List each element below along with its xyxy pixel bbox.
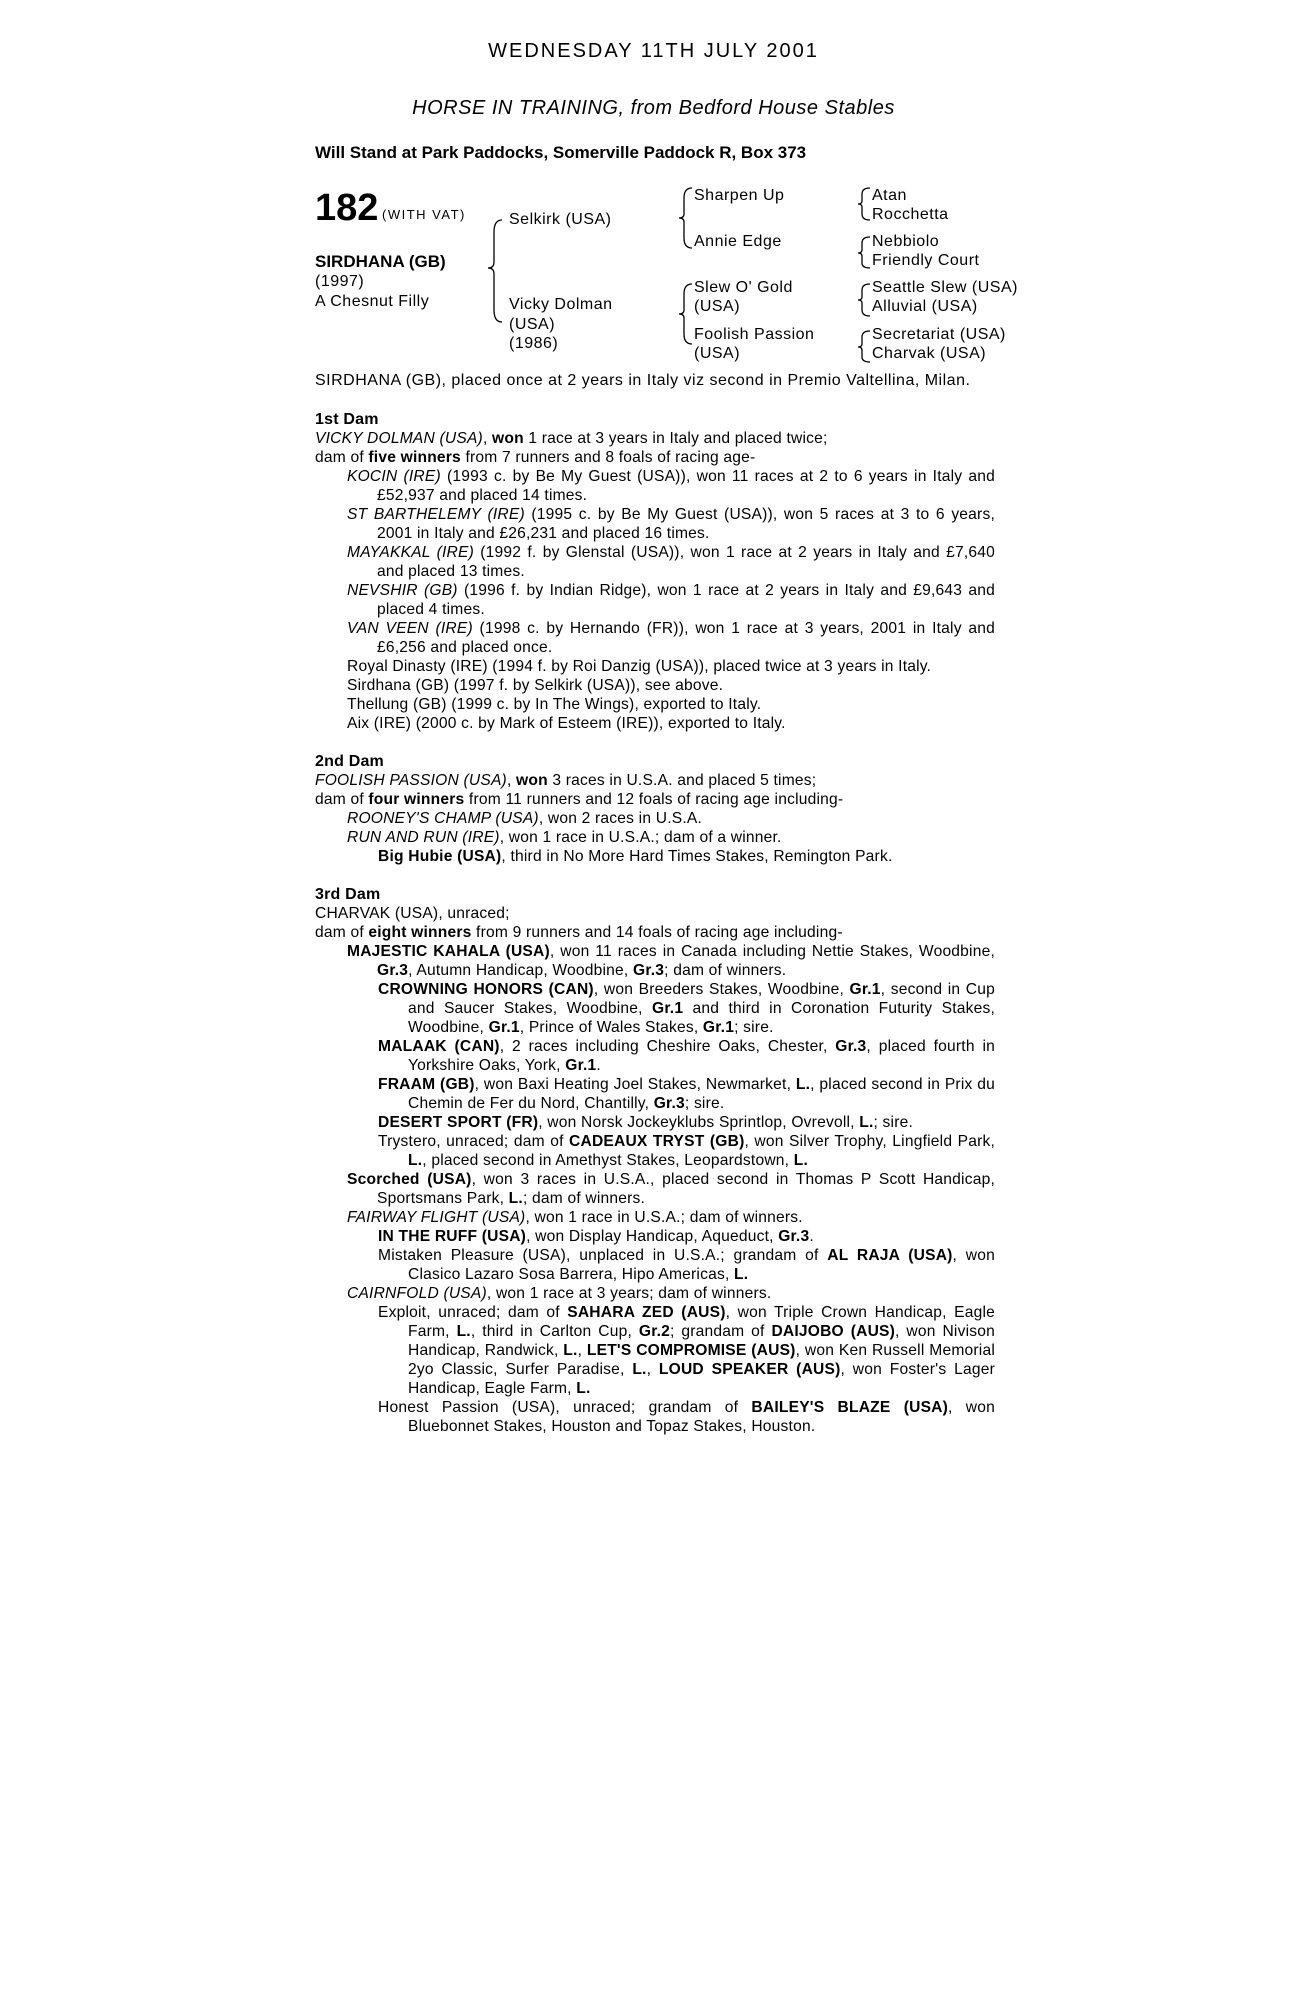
grade-label: L. xyxy=(408,1152,423,1169)
progeny-text: , third in Carlton Cup, xyxy=(470,1323,639,1340)
pedigree-dsd: Alluvial (USA) xyxy=(872,298,978,315)
third-dam-line: CHARVAK (USA), unraced; xyxy=(315,905,510,922)
progeny-entry xyxy=(315,1303,995,1398)
second-dam-heading: 2nd Dam xyxy=(315,753,384,770)
progeny-text: and third in Coronation Futurity Stakes, Woodbine, xyxy=(408,1000,995,1036)
progeny-name: MALAAK (CAN) xyxy=(378,1038,500,1055)
progeny-entry xyxy=(315,1284,995,1303)
progeny-name: CAIRNFOLD (USA) xyxy=(347,1285,487,1302)
progeny-name: RUN AND RUN (IRE) xyxy=(347,829,500,846)
grade-label: L. xyxy=(859,1114,874,1131)
first-dam-produce xyxy=(315,448,995,467)
progeny-entry xyxy=(315,1037,995,1075)
progeny-text: , won 1 race at 3 years; dam of winners. xyxy=(486,1285,772,1302)
progeny-name: BAILEY'S BLAZE (USA) xyxy=(751,1399,949,1416)
progeny-text: ; sire. xyxy=(873,1114,914,1131)
grade-label: Gr.1 xyxy=(702,1019,735,1036)
progeny-entry xyxy=(315,980,995,1037)
progeny-entry xyxy=(315,619,995,657)
progeny-entry xyxy=(315,467,995,505)
pedigree-ssd: Rocchetta xyxy=(872,206,949,223)
second-dam-line: FOOLISH PASSION (USA), won 3 races in U.S.A. and placed 5 times; xyxy=(315,772,817,789)
grade-label: L. xyxy=(576,1380,591,1397)
pedigree-dam-dam-origin: (USA) xyxy=(694,345,741,362)
grade-label: Gr.2 xyxy=(638,1323,671,1340)
progeny-text: ; dam of winners. xyxy=(664,962,787,979)
grade-label: L. xyxy=(508,1190,523,1207)
progeny-text: Mistaken Pleasure (USA), unplaced in U.S.A.; grandam of xyxy=(378,1247,828,1264)
progeny-name: DESERT SPORT (FR) xyxy=(378,1114,539,1131)
progeny-text: , placed second in Prix du Chemin de Fer du Nord, Chantilly, xyxy=(408,1076,995,1112)
third-dam-produce xyxy=(315,923,995,942)
winners-count: four winners xyxy=(368,791,465,808)
progeny-text: , won 1 race in U.S.A.; dam of winners. xyxy=(525,1209,803,1226)
progeny-text: ; grandam of xyxy=(670,1323,772,1340)
winners-count: five winners xyxy=(368,449,461,466)
progeny-text: , won Baxi Heating Joel Stakes, Newmarket, xyxy=(474,1076,796,1093)
grade-label: Gr.3 xyxy=(377,962,409,979)
horse-year: (1997) xyxy=(315,273,365,290)
grade-label: Gr.3 xyxy=(632,962,665,979)
grade-label: Gr.3 xyxy=(778,1228,810,1245)
progeny-text: , placed fourth in Yorkshire Oaks, York, xyxy=(408,1038,995,1074)
progeny-entry xyxy=(315,847,995,866)
progeny-other: Thellung (GB) (1999 c. by In The Wings), exported to Italy. xyxy=(347,696,762,713)
pedigree-ddd: Charvak (USA) xyxy=(872,345,987,362)
progeny-name: MAJESTIC KAHALA (USA) xyxy=(347,943,550,960)
progeny-text: (1995 c. by Be My Guest (USA)), won 5 races at 3 to 6 years, 2001 in Italy and £26,231 and placed 16 times. xyxy=(377,506,995,542)
progeny-name: IN THE RUFF (USA) xyxy=(378,1228,527,1245)
progeny-entry xyxy=(315,505,995,543)
progeny-name: FAIRWAY FLIGHT (USA) xyxy=(347,1209,526,1226)
progeny-entry xyxy=(315,1398,995,1436)
grade-label: L. xyxy=(456,1323,471,1340)
grade-label: Gr.3 xyxy=(653,1095,685,1112)
won-label: won xyxy=(492,430,524,447)
progeny-name: VAN VEEN (IRE) xyxy=(347,620,473,637)
progeny-entry xyxy=(315,1075,995,1113)
progeny-text: Honest Passion (USA), unraced; grandam of xyxy=(378,1399,752,1416)
progeny-name: SAHARA ZED (AUS) xyxy=(567,1304,726,1321)
grade-label: Gr.1 xyxy=(488,1019,520,1036)
progeny-text: , won Display Handicap, Aqueduct, xyxy=(526,1228,779,1245)
dam-of-suffix: from 9 runners and 14 foals of racing age including- xyxy=(471,924,843,941)
progeny-name: CROWNING HONORS (CAN) xyxy=(378,981,594,998)
progeny-entry xyxy=(315,1113,995,1132)
dam-of-suffix: from 11 runners and 12 foals of racing age including- xyxy=(464,791,844,808)
progeny-name: LOUD SPEAKER (AUS) xyxy=(658,1361,841,1378)
progeny-text: , third in No More Hard Times Stakes, Remington Park. xyxy=(501,848,893,865)
pedigree-sds: Nebbiolo xyxy=(872,233,940,250)
sale-date: WEDNESDAY 11TH JULY 2001 xyxy=(488,40,819,62)
progeny-text: , won Clasico Lazaro Sosa Barrera, Hipo Americas, xyxy=(408,1247,995,1283)
pedigree-sdd: Friendly Court xyxy=(872,252,980,269)
progeny-text: , won Breeders Stakes, Woodbine, xyxy=(593,981,850,998)
lot-number: 182 xyxy=(315,187,379,229)
first-dam-heading: 1st Dam xyxy=(315,411,379,428)
pedigree-sss: Atan xyxy=(872,187,907,204)
progeny-other: Sirdhana (GB) (1997 f. by Selkirk (USA)), see above. xyxy=(347,677,724,694)
grade-label: L. xyxy=(734,1266,749,1283)
progeny-entry xyxy=(315,1132,995,1170)
progeny-other: Royal Dinasty (IRE) (1994 f. by Roi Danzig (USA)), placed twice at 3 years in Italy. xyxy=(347,658,932,675)
progeny-entry xyxy=(315,581,995,619)
progeny-text: , xyxy=(646,1361,659,1378)
progeny-name: AL RAJA (USA) xyxy=(827,1247,953,1264)
pedigree-dam-sire: Slew O' Gold xyxy=(694,279,793,296)
progeny-text: (1992 f. by Glenstal (USA)), won 1 race at 2 years in Italy and £7,640 and placed 13 times. xyxy=(377,544,995,580)
progeny-entry xyxy=(315,942,995,980)
first-dam-name: VICKY DOLMAN (USA) xyxy=(315,430,483,447)
progeny-name: FRAAM (GB) xyxy=(378,1076,475,1093)
pedigree-dam: Vicky Dolman xyxy=(509,296,613,313)
progeny-text: ; sire. xyxy=(684,1095,725,1112)
progeny-entry xyxy=(315,809,995,828)
dam-of-prefix: dam of xyxy=(315,449,369,466)
pedigree-dam-sire-origin: (USA) xyxy=(694,298,741,315)
grade-label: L. xyxy=(563,1342,578,1359)
progeny-text: , won Triple Crown Handicap, Eagle Farm, xyxy=(408,1304,995,1340)
pedigree-sire-sire: Sharpen Up xyxy=(694,187,785,204)
progeny-name: ST BARTHELEMY (IRE) xyxy=(347,506,525,523)
pedigree-dam-dam: Foolish Passion xyxy=(694,326,815,343)
progeny-text: ; sire. xyxy=(734,1019,774,1036)
progeny-text: . xyxy=(596,1057,601,1074)
grade-label: Gr.1 xyxy=(652,1000,684,1017)
pedigree-dss: Seattle Slew (USA) xyxy=(872,279,1018,296)
progeny-name: MAYAKKAL (IRE) xyxy=(347,544,474,561)
progeny-entry xyxy=(315,1170,995,1208)
third-dam-heading: 3rd Dam xyxy=(315,886,381,903)
pedigree-sire: Selkirk (USA) xyxy=(509,211,612,228)
progeny-text: (1998 c. by Hernando (FR)), won 1 race at 3 years, 2001 in Italy and £6,256 and placed once. xyxy=(377,620,996,656)
progeny-entry xyxy=(315,1246,995,1284)
progeny-entry xyxy=(315,1208,995,1227)
second-dam-record: 3 races in U.S.A. and placed 5 times; xyxy=(547,772,817,789)
progeny-name: CADEAUX TRYST (GB) xyxy=(569,1133,745,1150)
grade-label: L. xyxy=(795,1076,811,1093)
first-dam-line: VICKY DOLMAN (USA), won 1 race at 3 years in Italy and placed twice; xyxy=(315,430,828,447)
race-summary: SIRDHANA (GB), placed once at 2 years in Italy viz second in Premio Valtellina, Milan. xyxy=(315,372,971,389)
progeny-text: , won Bluebonnet Stakes, Houston and Topaz Stakes, Houston. xyxy=(408,1399,996,1435)
progeny-text: , won Nivison Handicap, Randwick, xyxy=(408,1323,995,1359)
pedigree-brackets xyxy=(0,0,1307,380)
progeny-text: . xyxy=(809,1228,814,1245)
progeny-other: Aix (IRE) (2000 c. by Mark of Esteem (IRE)), exported to Italy. xyxy=(347,715,786,732)
progeny-text: , won Silver Trophy, Lingfield Park, xyxy=(744,1133,995,1150)
pedigree-dds: Secretariat (USA) xyxy=(872,326,1006,343)
progeny-name: DAIJOBO (AUS) xyxy=(771,1323,896,1340)
progeny-text: (1993 c. by Be My Guest (USA)), won 11 races at 2 to 6 years in Italy and £52,937 and placed 14 times. xyxy=(377,468,995,504)
progeny-text: , won 3 races in U.S.A., placed second in Thomas P Scott Handicap, Sportsmans Park, xyxy=(377,1171,995,1207)
horse-name: SIRDHANA (GB) xyxy=(315,252,446,271)
progeny-name: LET'S COMPROMISE (AUS) xyxy=(586,1342,796,1359)
grade-label: L. xyxy=(793,1152,808,1169)
grade-label: Gr.3 xyxy=(835,1038,867,1055)
vat-note: (WITH VAT) xyxy=(382,207,466,222)
progeny-text: , won 11 races in Canada including Nettie Stakes, Woodbine, xyxy=(549,943,995,960)
stand-location: Will Stand at Park Paddocks, Somerville Paddock R, Box 373 xyxy=(315,143,807,162)
progeny-text: ; dam of winners. xyxy=(522,1190,646,1207)
progeny-text: , Prince of Wales Stakes, xyxy=(519,1019,703,1036)
dam-of-prefix: dam of xyxy=(315,791,369,808)
progeny-name: NEVSHIR (GB) xyxy=(347,582,458,599)
progeny-text: , won 1 race in U.S.A.; dam of a winner. xyxy=(499,829,782,846)
first-dam-record: 1 race at 3 years in Italy and placed twice; xyxy=(523,430,828,447)
progeny-text: , second in Cup and Saucer Stakes, Woodbine, xyxy=(408,981,995,1017)
progeny-text: Exploit, unraced; dam of xyxy=(378,1304,568,1321)
progeny-text: , Autumn Handicap, Woodbine, xyxy=(408,962,633,979)
grade-label: L. xyxy=(632,1361,647,1378)
progeny-name: Scorched (USA) xyxy=(347,1171,472,1188)
sale-type: HORSE IN TRAINING, from Bedford House Stables xyxy=(412,97,895,119)
progeny-entry xyxy=(315,1227,995,1246)
won-label: won xyxy=(516,772,548,789)
horse-description: A Chesnut Filly xyxy=(315,293,430,310)
progeny-text: , won Foster's Lager Handicap, Eagle Farm, xyxy=(408,1361,995,1397)
progeny-text: , won Ken Russell Memorial 2yo Classic, Surfer Paradise, xyxy=(408,1342,995,1378)
progeny-text: , placed second in Amethyst Stakes, Leopardstown, xyxy=(422,1152,794,1169)
progeny-text: , 2 races including Cheshire Oaks, Chester, xyxy=(499,1038,836,1055)
winners-count: eight winners xyxy=(368,924,472,941)
progeny-entry xyxy=(315,543,995,581)
progeny-name: KOCIN (IRE) xyxy=(347,468,441,485)
grade-label: Gr.1 xyxy=(565,1057,597,1074)
progeny-text: (1996 f. by Indian Ridge), won 1 race at 2 years in Italy and £9,643 and placed 4 times. xyxy=(377,582,995,618)
progeny-text: Trystero, unraced; dam of xyxy=(378,1133,570,1150)
pedigree-dam-year: (1986) xyxy=(509,335,559,352)
pedigree-sire-dam: Annie Edge xyxy=(694,233,782,250)
progeny-entry xyxy=(315,828,995,847)
progeny-text: , won 2 races in U.S.A. xyxy=(538,810,703,827)
second-dam-name: FOOLISH PASSION (USA) xyxy=(315,772,507,789)
progeny-text: , won Norsk Jockeyklubs Sprintlop, Ovrevoll, xyxy=(538,1114,860,1131)
grade-label: Gr.1 xyxy=(849,981,881,998)
progeny-name: ROONEY'S CHAMP (USA) xyxy=(347,810,539,827)
dam-of-suffix: from 7 runners and 8 foals of racing age- xyxy=(460,449,756,466)
produce-record xyxy=(315,410,995,1436)
pedigree-dam-origin: (USA) xyxy=(509,316,556,333)
dam-of-prefix: dam of xyxy=(315,924,369,941)
progeny-name: Big Hubie (USA) xyxy=(378,848,502,865)
progeny-text: , xyxy=(577,1342,587,1359)
second-dam-produce xyxy=(315,790,995,809)
